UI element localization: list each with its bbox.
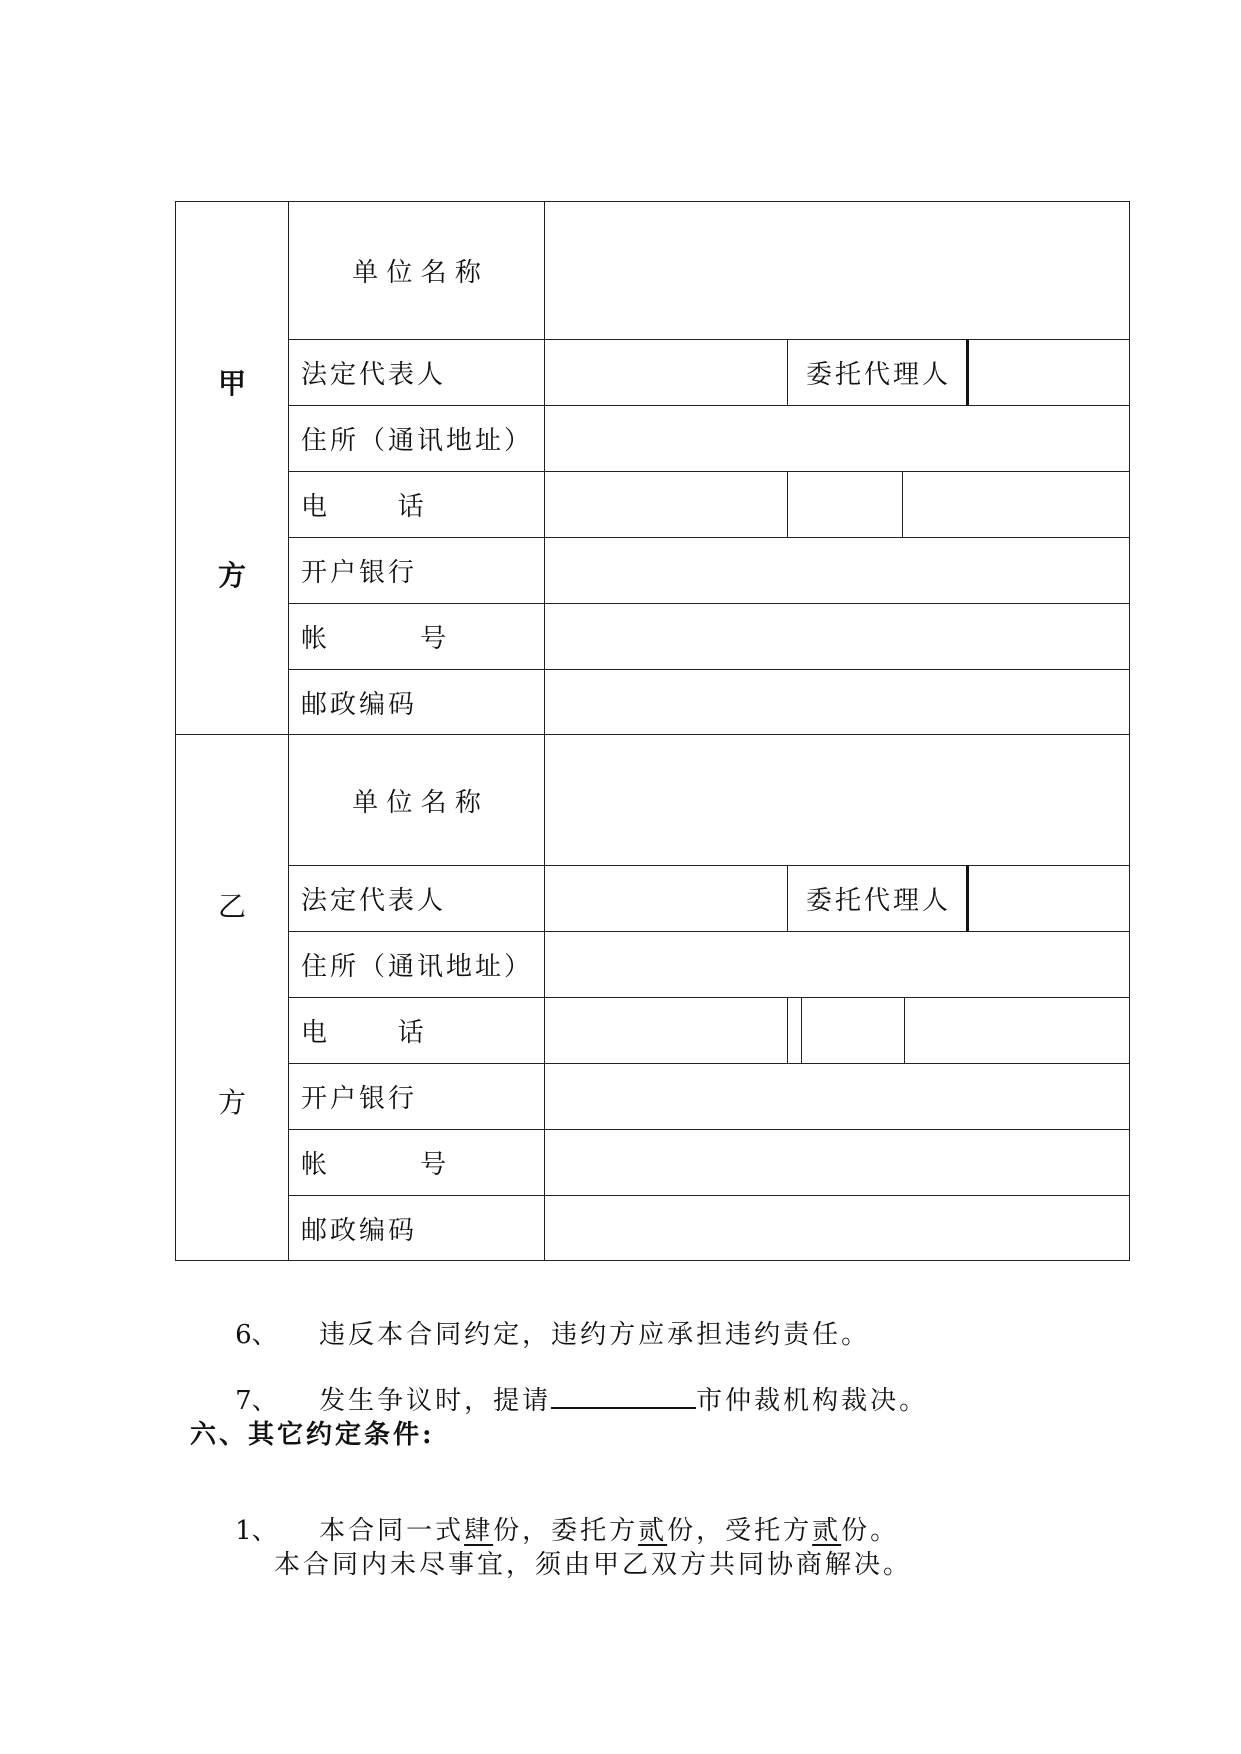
clause-7-number: 7、 [235,1386,278,1416]
bank-label: 开户银行 [289,1064,545,1130]
party-a-table [175,201,1130,735]
account-field[interactable] [545,1130,1130,1196]
city-blank-field[interactable] [551,1381,696,1409]
bank-field[interactable] [545,1064,1130,1130]
copies-text-4: 份。 [841,1516,900,1546]
agent-field[interactable] [968,340,1130,406]
phone-extra-field-1[interactable] [801,998,905,1063]
legal-rep-field[interactable] [545,866,788,932]
unit-name-label: 单 位 名 称 [289,202,545,340]
address-field[interactable] [545,406,1130,472]
phone-label: 电 话 [289,472,545,538]
unit-name-field[interactable] [545,735,1130,866]
phone-extra-field-2[interactable] [906,998,1129,1063]
party-a-side-label [176,202,289,735]
postal-field[interactable] [545,1196,1130,1261]
agent-field[interactable] [968,866,1130,932]
address-label: 住所（通讯地址） [289,932,545,998]
copies-client-value: 贰 [638,1516,668,1546]
account-field[interactable] [545,604,1130,670]
bank-label: 开户银行 [289,538,545,604]
phone-field[interactable] [545,472,788,538]
section-6-heading: 六、其它约定条件: [190,1420,435,1450]
copies-text-1: 本合同一式 [319,1516,465,1546]
postal-field[interactable] [545,670,1130,735]
phone-extra-field-1[interactable] [788,472,903,537]
party-b-side-label [176,735,289,1261]
phone-extra-cells [788,472,1130,538]
copies-trustee-value: 贰 [812,1516,842,1546]
unit-name-field[interactable] [545,202,1130,340]
unresolved-matters-note: 本合同内未尽事宜，须由甲乙双方共同协商解决。 [274,1550,913,1580]
copies-total-value: 肆 [464,1516,494,1546]
clause-7-text-before: 发生争议时，提请 [319,1386,552,1416]
phone-field[interactable] [545,998,788,1064]
phone-label: 电 话 [289,998,545,1064]
postal-label: 邮政编码 [289,670,545,735]
party-a-char-2: 方 [217,559,246,592]
legal-rep-field[interactable] [545,340,788,406]
clause-6-text: 违反本合同约定，违约方应承担违约责任。 [319,1320,871,1350]
bank-field[interactable] [545,538,1130,604]
copies-text-3: 份，受托方 [667,1516,813,1546]
legal-rep-label: 法定代表人 [289,866,545,932]
party-b-char-2: 方 [217,1086,246,1119]
clause-6-number: 6、 [235,1320,278,1350]
party-b-char-1: 乙 [217,890,246,923]
copies-text-2: 份，委托方 [493,1516,639,1546]
agent-label: 委托代理人 [788,340,968,406]
account-label: 帐 号 [289,1130,545,1196]
section-6-item-1-number: 1、 [235,1516,278,1546]
agent-label: 委托代理人 [788,866,968,932]
phone-extra-field-2[interactable] [904,472,1129,537]
address-label: 住所（通讯地址） [289,406,545,472]
legal-rep-label: 法定代表人 [289,340,545,406]
party-a-char-1: 甲 [217,367,246,400]
clause-7-text-after: 市仲裁机构裁决。 [696,1386,929,1416]
phone-extra-cells [788,998,1130,1064]
party-b-table [175,734,1130,1261]
postal-label: 邮政编码 [289,1196,545,1261]
account-label: 帐 号 [289,604,545,670]
unit-name-label: 单 位 名 称 [289,735,545,866]
address-field[interactable] [545,932,1130,998]
